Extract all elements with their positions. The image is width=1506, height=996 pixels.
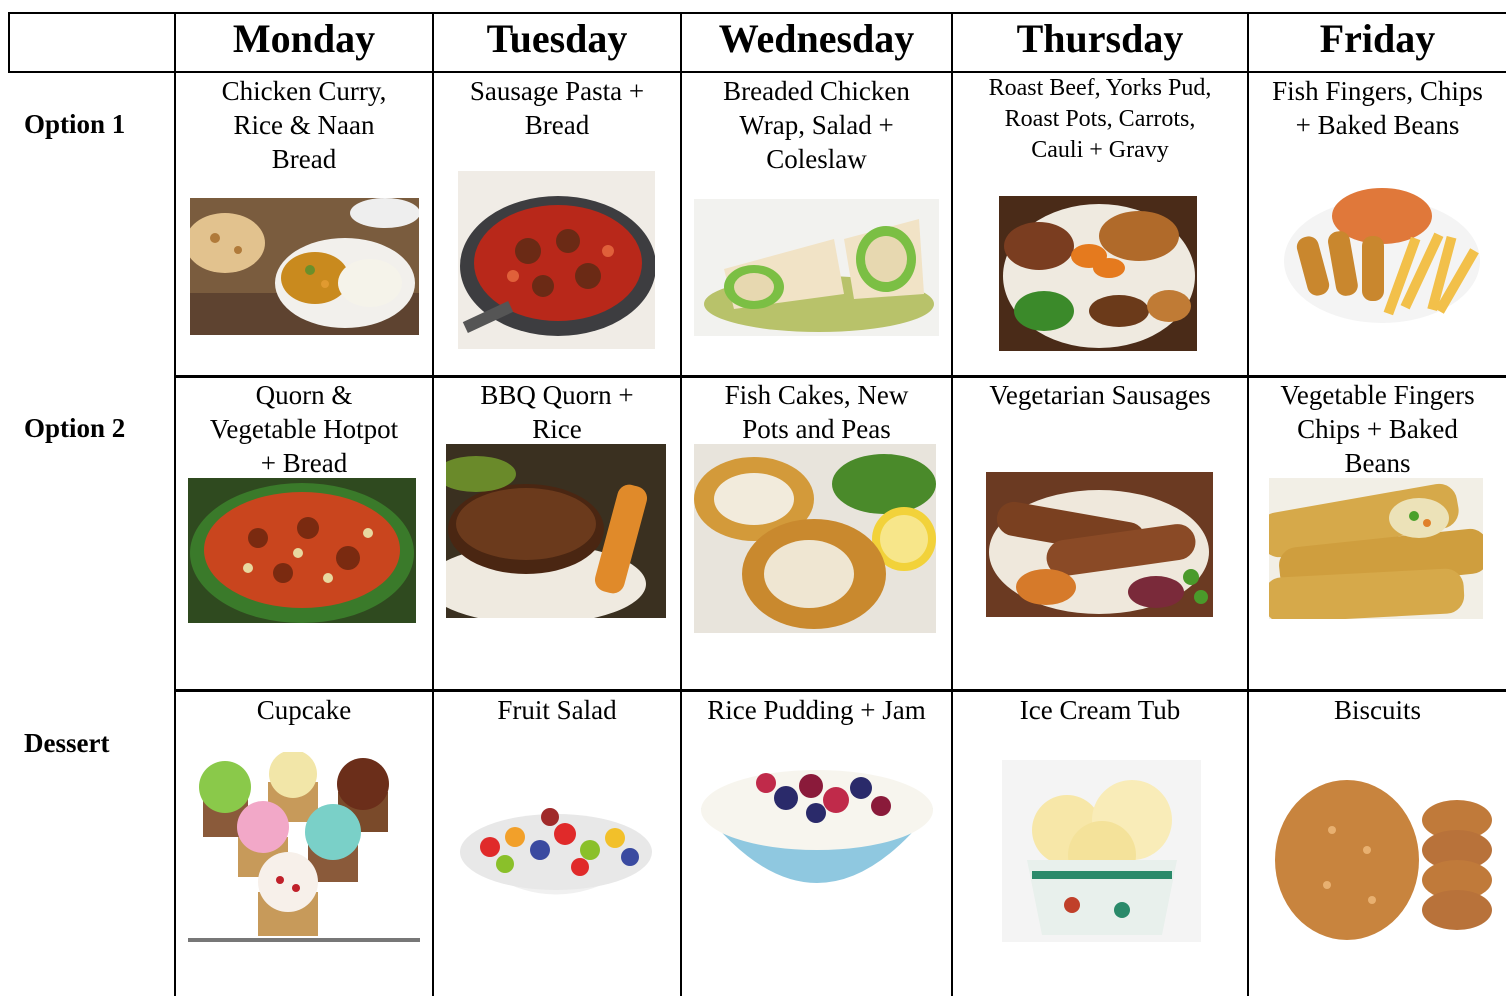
row-label-dessert: Dessert: [24, 728, 110, 758]
day-header-monday: Monday: [232, 16, 376, 61]
ice-cream-photo: [1002, 760, 1201, 942]
dish-name-monday-dessert: Cupcake: [256, 695, 352, 725]
row-divider: [174, 689, 1506, 692]
day-header-thursday: Thursday: [1016, 16, 1184, 61]
dish-name-friday-option-2: Vegetable Fingers Chips + Baked Beans: [1280, 380, 1475, 478]
dish-name-thursday-option-2: Vegetarian Sausages: [989, 380, 1211, 410]
cupcakes-photo: [188, 752, 420, 944]
dish-name-tuesday-option-1: Sausage Pasta + Bread: [469, 76, 645, 140]
bbq-quorn-photo: [446, 444, 666, 618]
dish-name-thursday-option-1: Roast Beef, Yorks Pud, Roast Pots, Carrots, Cauli + Gravy: [988, 75, 1212, 163]
sausage-pasta-photo: [458, 171, 655, 349]
fish-fingers-photo: [1282, 176, 1481, 325]
dish-name-monday-option-2: Quorn & Vegetable Hotpot + Bread: [209, 380, 399, 478]
row-label-option-2: Option 2: [24, 413, 126, 443]
dish-name-wednesday-option-1: Breaded Chicken Wrap, Salad + Coleslaw: [723, 76, 910, 174]
vegetable-fingers-photo: [1269, 478, 1483, 619]
day-header-wednesday: Wednesday: [718, 16, 915, 61]
dish-name-friday-option-1: Fish Fingers, Chips + Baked Beans: [1272, 76, 1483, 140]
fish-cakes-photo: [694, 444, 936, 633]
chicken-curry-photo: [190, 198, 419, 335]
roast-dinner-photo: [999, 196, 1197, 351]
biscuits-photo: [1272, 770, 1492, 942]
dish-name-monday-option-1: Chicken Curry, Rice & Naan Bread: [221, 76, 387, 174]
column-divider: [1247, 12, 1249, 996]
day-header-tuesday: Tuesday: [486, 16, 628, 61]
dish-name-wednesday-option-2: Fish Cakes, New Pots and Peas: [724, 380, 909, 444]
header-divider: [8, 71, 1506, 73]
vegetarian-sausages-photo: [986, 472, 1213, 617]
row-label-option-1: Option 1: [24, 109, 126, 139]
column-divider: [432, 12, 434, 996]
table-left-border: [8, 12, 10, 73]
dish-name-thursday-dessert: Ice Cream Tub: [1019, 695, 1181, 725]
rice-pudding-photo: [696, 758, 938, 920]
chicken-wrap-photo: [694, 199, 939, 336]
fruit-salad-photo: [450, 792, 662, 924]
hotpot-photo: [188, 478, 416, 623]
dish-name-tuesday-dessert: Fruit Salad: [497, 695, 617, 725]
dish-name-wednesday-dessert: Rice Pudding + Jam: [707, 695, 926, 725]
day-header-friday: Friday: [1319, 16, 1436, 61]
dish-name-tuesday-option-2: BBQ Quorn + Rice: [480, 380, 634, 444]
dish-name-friday-dessert: Biscuits: [1333, 695, 1421, 725]
